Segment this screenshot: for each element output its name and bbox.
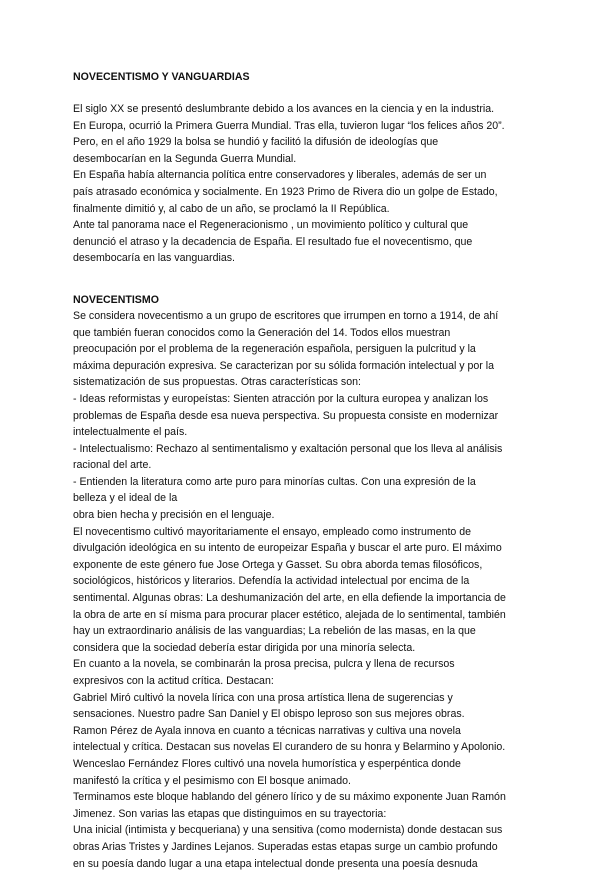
text-line: El siglo XX se presentó deslumbrante debido a los avances en la ciencia y en la industria.: [73, 103, 495, 115]
text-line: - Entienden la literatura como arte puro para minorías cultas. Con una expresión de la: [73, 475, 476, 488]
text-line: divulgación ideológica en su intento de europeizar España y buscar el arte puro. El máximo: [73, 542, 502, 555]
text-line: en su poesía dando lugar a una etapa intelectual donde presenta una poesía desnuda: [73, 857, 478, 870]
text-line: que también fueran conocidos como la Generación del 14. Todos ellos muestran: [73, 326, 451, 339]
text-line: la obra de arte en sí misma para procurar placer estético, alejada de lo sentimental, también: [73, 608, 506, 621]
text-line: desembocaría en las vanguardias.: [73, 252, 235, 265]
text-line: sentimental. Algunas obras: La deshumanización del arte, en ella defiende la importancia de: [73, 592, 506, 605]
text-line: preocupación por el problema de la regeneración española, persiguen la pulcritud y la: [73, 343, 476, 356]
text-line: Se considera novecentismo a un grupo de escritores que irrumpen en torno a 1914, de ahí: [73, 309, 499, 322]
text-line: obra bien hecha y precisión en el lenguaje.: [73, 509, 275, 522]
document-title: NOVECENTISMO Y VANGUARDIAS: [73, 71, 250, 83]
text-line: En Europa, ocurrió la Primera Guerra Mundial. Tras ella, tuvieron lugar “los felices años 20”.: [73, 119, 505, 132]
text-line: sensaciones. Nuestro padre San Daniel y El obispo leproso son sus mejores obras.: [73, 708, 465, 721]
text-line: belleza y el ideal de la: [73, 492, 178, 505]
text-line: desembocarían en la Segunda Guerra Mundial.: [73, 152, 297, 165]
intro-paragraphs: [73, 101, 560, 267]
text-line: Una inicial (intimista y becqueriana) y una sensitiva (como modernista) donde destacan sus: [73, 824, 503, 837]
text-line: Ramon Pérez de Ayala innova en cuanto a técnicas narrativas y cultiva una novela: [73, 724, 461, 737]
text-line: considera que la sociedad debería estar dirigida por una minoría selecta.: [73, 641, 416, 654]
text-line: Wenceslao Fernández Flores cultivó una novela humorística y esperpéntica donde: [73, 757, 461, 770]
text-line: Ante tal panorama nace el Regeneracionismo , un movimiento político y cultural que: [73, 219, 469, 232]
text-line: Terminamos este bloque hablando del género lírico y de su máximo exponente Juan Ramón: [73, 791, 506, 804]
text-line: sistematización de sus propuestas. Otras características son:: [73, 376, 361, 389]
text-line: expresivos con la actitud crítica. Destacan:: [73, 675, 274, 687]
text-line: problemas de España desde esa nueva perspectiva. Su propuesta consiste en modernizar: [73, 409, 499, 422]
text-line: manifestó la crítica y el pesimismo con El bosque animado.: [73, 774, 351, 787]
text-line: - Intelectualismo: Rechazo al sentimentalismo y exaltación personal que los lleva al análisis: [73, 442, 503, 455]
text-line: En España había alternancia política entre conservadores y liberales, además de ser un: [73, 169, 487, 182]
text-line: intelectual y crítica. Destacan sus novelas El curandero de su honra y Belarmino y Apolonio.: [73, 741, 506, 754]
text-line: denunció el atraso y la decadencia de España. El resultado fue el novecentismo, que: [73, 235, 473, 248]
text-line: Jimenez. Son varias las etapas que distinguimos en su trayectoria:: [73, 807, 387, 820]
text-line: Pero, en el año 1929 la bolsa se hundió y facilitó la difusión de ideologías que: [73, 136, 439, 149]
section-heading: NOVECENTISMO: [73, 293, 159, 306]
text-line: Gabriel Miró cultivó la novela lírica con una prosa artística llena de sugerencias y: [73, 691, 453, 704]
text-line: En cuanto a la novela, se combinarán la prosa precisa, pulcra y llena de recursos: [73, 658, 455, 671]
text-line: - Ideas reformistas y europeístas: Sienten atracción por la cultura europea y analizan los: [73, 392, 489, 405]
text-line: hay un extraordinario análisis de las vanguardias; La rebelión de las masas, en la que: [73, 625, 476, 638]
text-line: sociológicos, históricos y literarios. Defendía la actividad intelectual por encima de la: [73, 575, 470, 588]
text-line: El novecentismo cultivó mayoritariamente el ensayo, empleado como instrumento de: [73, 525, 472, 538]
text-line: racional del arte.: [73, 459, 152, 472]
text-line: obras Arias Tristes y Jardines Lejanos. Superadas estas etapas surge un cambio profundo: [73, 840, 498, 853]
text-line: país atrasado económica y socialmente. En 1923 Primo de Rivera dio un golpe de Estado,: [73, 185, 498, 198]
section-paragraphs: [73, 308, 560, 872]
text-line: intelectualmente el país.: [73, 426, 188, 439]
text-line: máxima depuración expresiva. Se caracterizan por su sólida formación intelectual y por la: [73, 359, 495, 372]
text-line: finalmente dimitió y, al cabo de un año, se proclamó la II República.: [73, 202, 390, 215]
text-line: exponente de este género fue Jose Ortega y Gasset. Su obra aborda temas filosóficos,: [73, 558, 483, 571]
